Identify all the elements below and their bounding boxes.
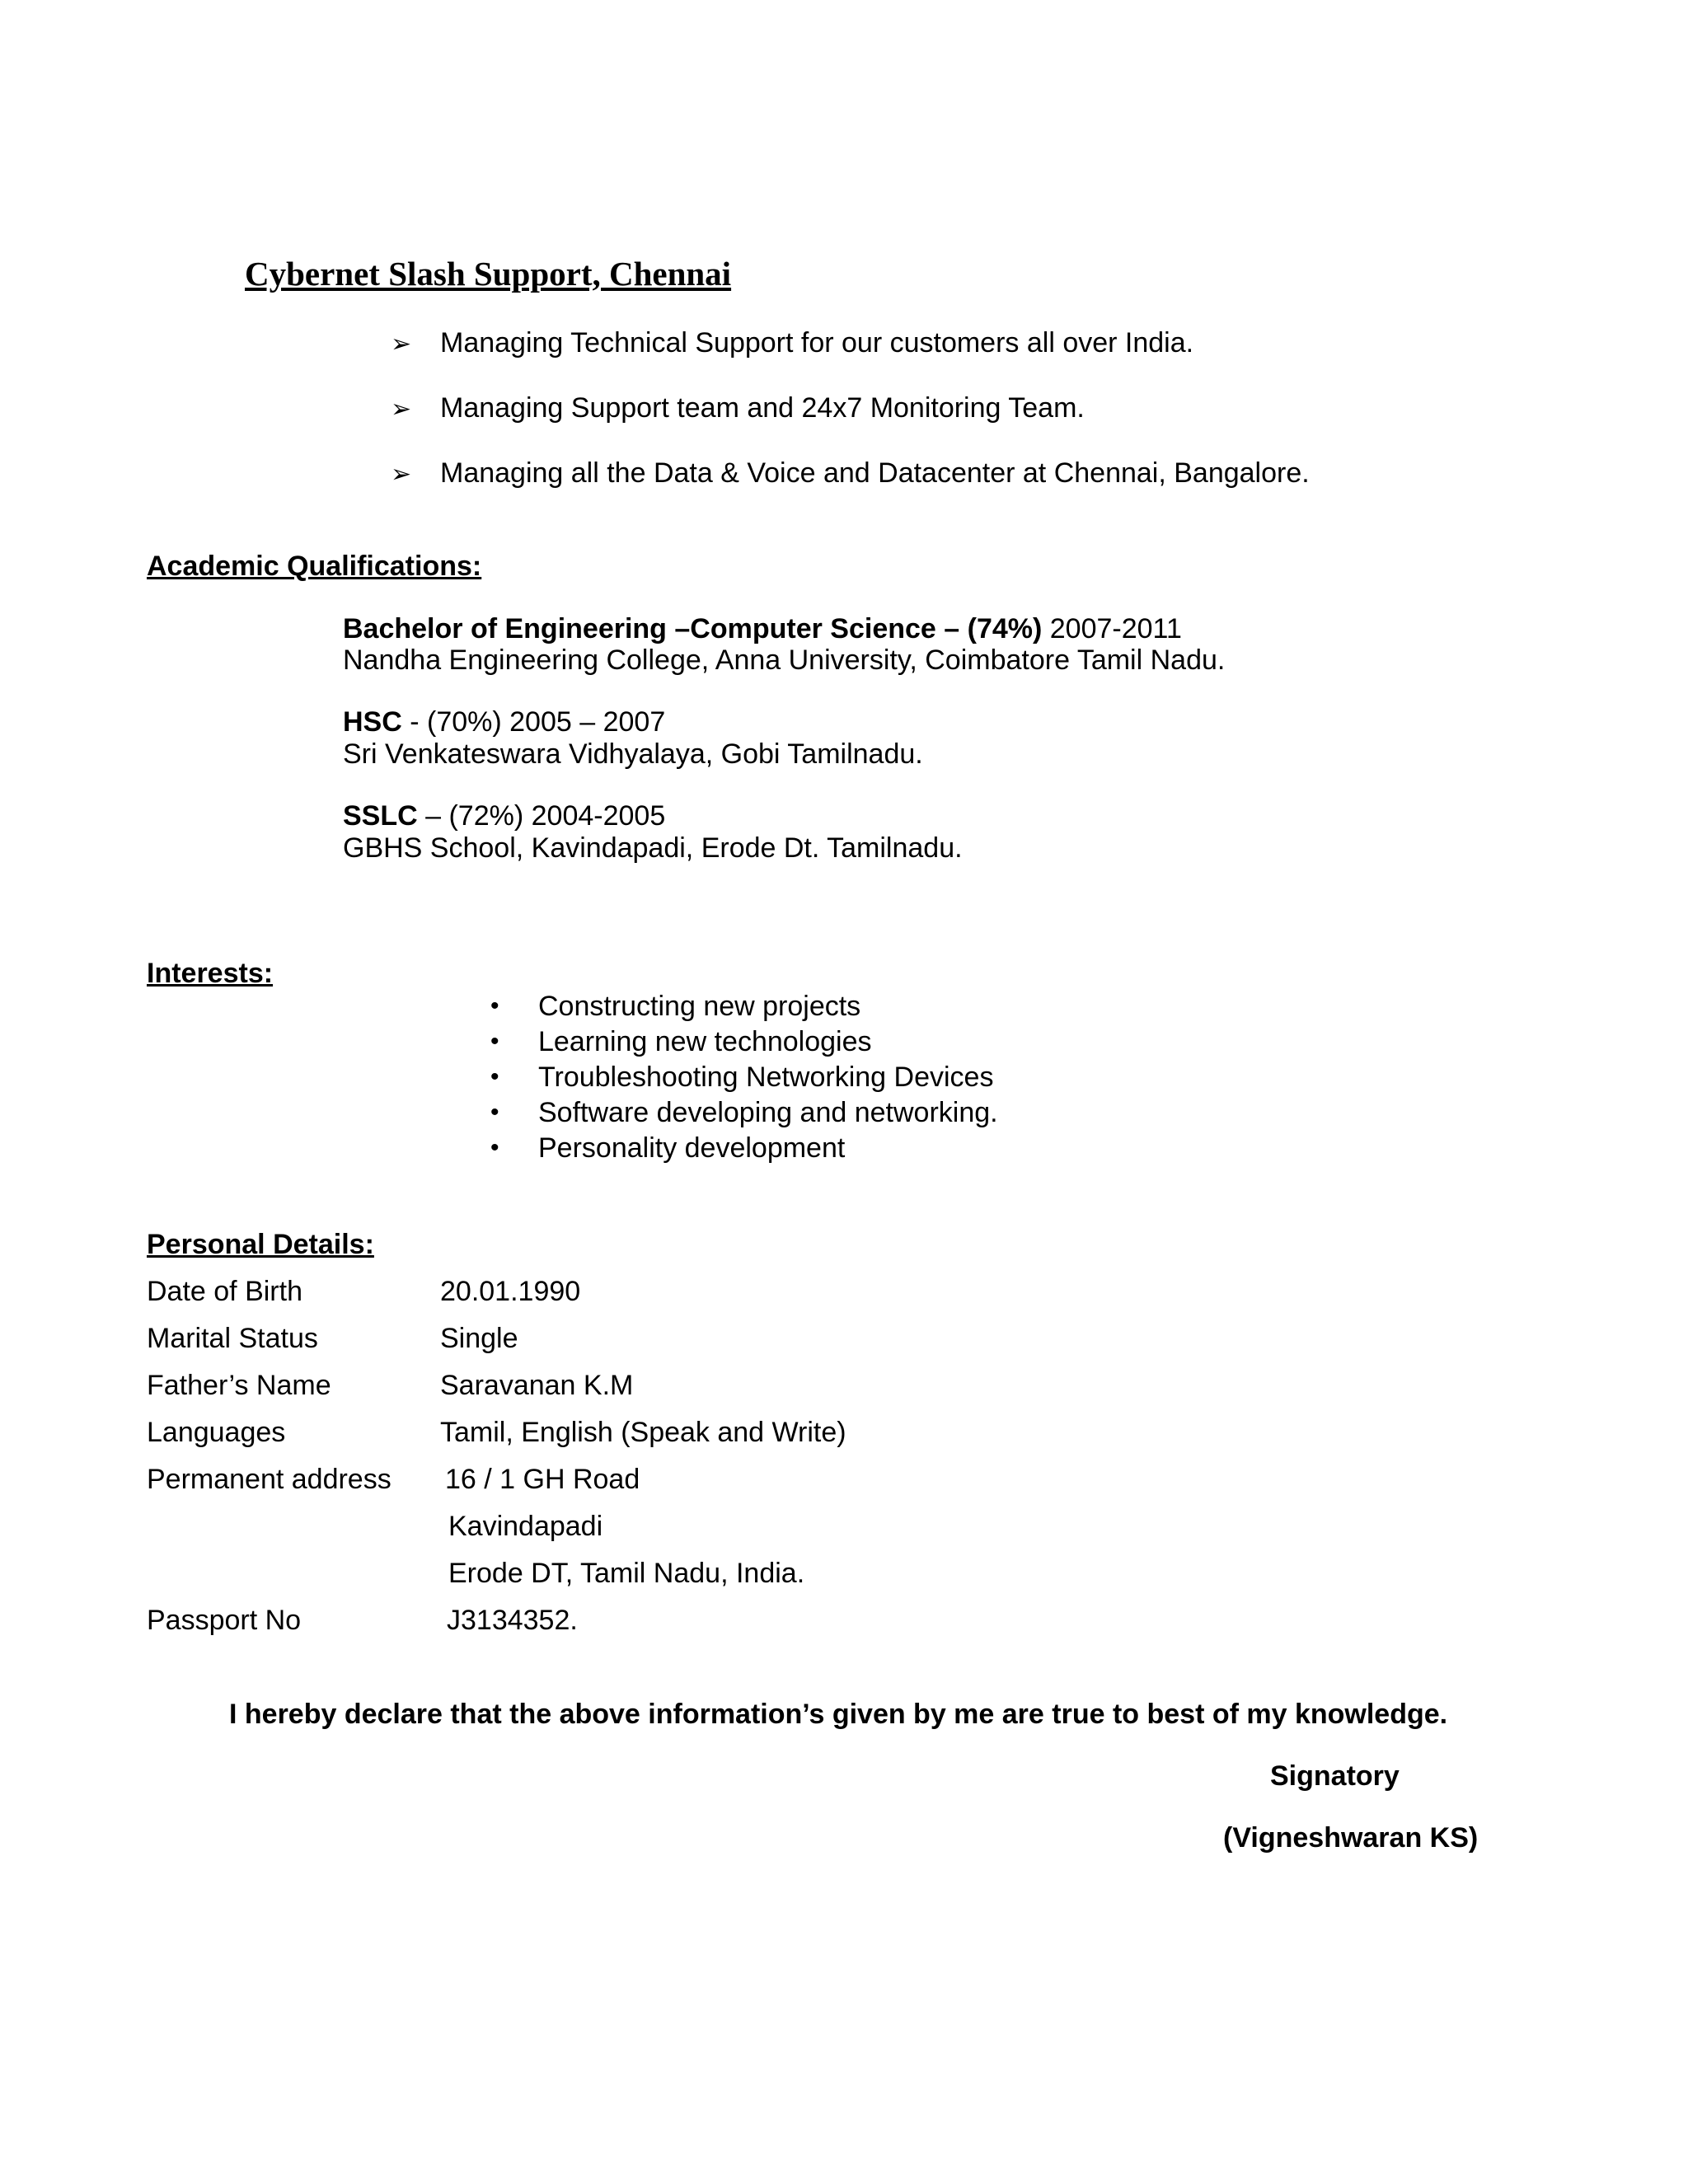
detail-value: Tamil, English (Speak and Write): [440, 1417, 846, 1448]
signatory-label: Signatory: [1270, 1760, 1400, 1792]
signatory-name: (Vigneshwaran KS): [1223, 1822, 1479, 1854]
academic-entry-title: [343, 706, 665, 738]
interest-item: Troubleshooting Networking Devices: [538, 1062, 994, 1093]
bullet-dot-icon: •: [490, 992, 499, 1019]
arrow-bullet-icon: ➢: [391, 461, 412, 488]
bullet-dot-icon: •: [490, 1099, 499, 1126]
detail-value: Kavindapadi: [448, 1511, 603, 1542]
detail-label: Father’s Name: [147, 1370, 331, 1401]
degree: HSC: [343, 706, 402, 738]
interest-item: Constructing new projects: [538, 991, 861, 1022]
detail-value: 20.01.1990: [440, 1276, 581, 1307]
detail-value: J3134352.: [447, 1605, 578, 1636]
bullet-dot-icon: •: [490, 1028, 499, 1055]
academic-heading: Academic Qualifications:: [147, 551, 482, 582]
institution: GBHS School, Kavindapadi, Erode Dt. Tamilnadu.: [343, 832, 963, 864]
years: - (70%) 2005 – 2007: [401, 706, 666, 738]
detail-value: Erode DT, Tamil Nadu, India.: [448, 1558, 805, 1589]
academic-entry-title: [343, 800, 665, 832]
detail-label: Passport No: [147, 1605, 302, 1636]
degree: SSLC: [343, 800, 418, 832]
detail-value: Saravanan K.M: [440, 1370, 634, 1401]
degree: Bachelor of Engineering –Computer Science – (74%): [343, 613, 1043, 644]
years: 2007-2011: [1042, 613, 1182, 644]
interest-item: Software developing and networking.: [538, 1097, 998, 1128]
company-point: Managing Technical Support for our customers all over India.: [440, 327, 1194, 359]
institution: Nandha Engineering College, Anna University, Coimbatore Tamil Nadu.: [343, 644, 1226, 676]
detail-label: Permanent address: [147, 1464, 392, 1495]
academic-entry-title: [343, 613, 1182, 645]
years: – (72%) 2004-2005: [417, 800, 666, 832]
detail-label: Date of Birth: [147, 1276, 302, 1307]
arrow-bullet-icon: ➢: [391, 396, 412, 423]
bullet-dot-icon: •: [490, 1063, 499, 1090]
detail-value: 16 / 1 GH Road: [445, 1464, 640, 1495]
bullet-dot-icon: •: [490, 1134, 499, 1161]
detail-label: Languages: [147, 1417, 286, 1448]
company-point: Managing all the Data & Voice and Datacenter at Chennai, Bangalore.: [440, 457, 1310, 489]
interest-item: Learning new technologies: [538, 1026, 872, 1057]
declaration-text: I hereby declare that the above information’s given by me are true to best of my knowledge.: [229, 1699, 1448, 1730]
company-title: Cybernet Slash Support, Chennai: [245, 255, 732, 293]
arrow-bullet-icon: ➢: [391, 330, 412, 358]
company-point: Managing Support team and 24x7 Monitoring Team.: [440, 392, 1085, 424]
detail-label: Marital Status: [147, 1323, 318, 1354]
institution: Sri Venkateswara Vidhyalaya, Gobi Tamilnadu.: [343, 738, 923, 770]
detail-value: Single: [440, 1323, 518, 1354]
interest-item: Personality development: [538, 1132, 846, 1164]
interests-heading: Interests:: [147, 958, 274, 989]
personal-heading: Personal Details:: [147, 1229, 374, 1260]
